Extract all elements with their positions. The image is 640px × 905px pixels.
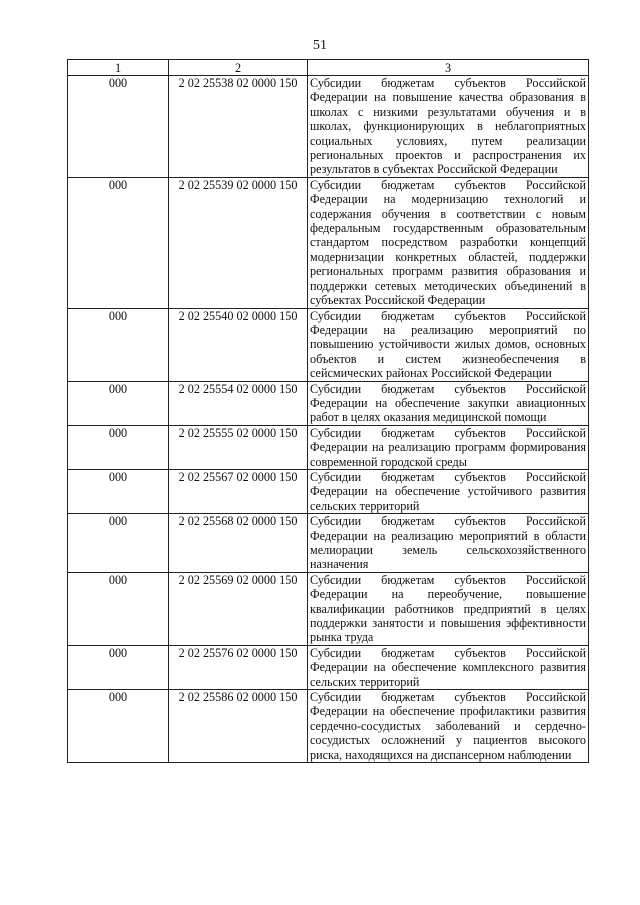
admin-code-cell: 000	[68, 177, 169, 308]
revenue-description-cell: Субсидии бюджетам субъектов Российской Федерации на повышение качества образования в школах с низкими результатами обучения и в школах, функционирующих в неблагоприятных социальных условиях, путем реализации региональных проектов и распространения их результатов в субъектах Российской Федерации	[308, 76, 589, 178]
table-row	[68, 690, 589, 763]
header-col-3: 3	[308, 60, 589, 76]
revenue-description-cell: Субсидии бюджетам субъектов Российской Федерации на обеспечение устойчивого развития сельских территорий	[308, 469, 589, 513]
table-row	[68, 469, 589, 513]
revenue-code-cell: 2 02 25540 02 0000 150	[169, 308, 308, 381]
revenue-description-cell: Субсидии бюджетам субъектов Российской Федерации на обеспечение профилактики развития сердечно-сосудистых заболеваний и сердечно-сосудистых осложнений у пациентов высокого риска, находящихся на диспансерном наблюдении	[308, 690, 589, 763]
table-row	[68, 76, 589, 178]
revenue-code-cell: 2 02 25576 02 0000 150	[169, 645, 308, 689]
revenue-description-cell: Субсидии бюджетам субъектов Российской Федерации на реализацию мероприятий в области мелиорации земель сельскохозяйственного назначения	[308, 514, 589, 573]
table-row	[68, 381, 589, 425]
admin-code-cell: 000	[68, 514, 169, 573]
admin-code-cell: 000	[68, 76, 169, 178]
revenue-description-cell: Субсидии бюджетам субъектов Российской Федерации на реализацию мероприятий по повышению устойчивости жилых домов, основных объектов и систем жизнеобеспечения в сейсмических районах Российской Федерации	[308, 308, 589, 381]
header-col-1: 1	[68, 60, 169, 76]
admin-code-cell: 000	[68, 425, 169, 469]
budget-classification-table	[67, 59, 589, 763]
table-row	[68, 425, 589, 469]
table-row	[68, 645, 589, 689]
revenue-code-cell: 2 02 25555 02 0000 150	[169, 425, 308, 469]
revenue-code-cell: 2 02 25539 02 0000 150	[169, 177, 308, 308]
admin-code-cell: 000	[68, 645, 169, 689]
revenue-description-cell: Субсидии бюджетам субъектов Российской Федерации на модернизацию технологий и содержания обучения в соответствии с новым федеральным государственным образовательным стандартом посредством разработки концепций модернизации конкретных областей, поддержки региональных программ развития образования и поддержки сетевых методических объединений в субъектах Российской Федерации	[308, 177, 589, 308]
admin-code-cell: 000	[68, 469, 169, 513]
header-col-2: 2	[169, 60, 308, 76]
page-number: 51	[313, 38, 327, 53]
revenue-description-cell: Субсидии бюджетам субъектов Российской Федерации на переобучение, повышение квалификации работников предприятий в целях поддержки занятости и повышения эффективности рынка труда	[308, 572, 589, 645]
revenue-code-cell: 2 02 25586 02 0000 150	[169, 690, 308, 763]
revenue-code-cell: 2 02 25538 02 0000 150	[169, 76, 308, 178]
revenue-code-cell: 2 02 25568 02 0000 150	[169, 514, 308, 573]
revenue-code-cell: 2 02 25554 02 0000 150	[169, 381, 308, 425]
table-row	[68, 308, 589, 381]
revenue-code-cell: 2 02 25569 02 0000 150	[169, 572, 308, 645]
revenue-description-cell: Субсидии бюджетам субъектов Российской Федерации на обеспечение закупки авиационных работ в целях оказания медицинской помощи	[308, 381, 589, 425]
revenue-code-cell: 2 02 25567 02 0000 150	[169, 469, 308, 513]
admin-code-cell: 000	[68, 690, 169, 763]
header-row	[68, 60, 589, 76]
revenue-description-cell: Субсидии бюджетам субъектов Российской Федерации на реализацию программ формирования современной городской среды	[308, 425, 589, 469]
admin-code-cell: 000	[68, 308, 169, 381]
table-row	[68, 514, 589, 573]
table-row	[68, 572, 589, 645]
admin-code-cell: 000	[68, 381, 169, 425]
revenue-description-cell: Субсидии бюджетам субъектов Российской Федерации на обеспечение комплексного развития сельских территорий	[308, 645, 589, 689]
table-row	[68, 177, 589, 308]
admin-code-cell: 000	[68, 572, 169, 645]
